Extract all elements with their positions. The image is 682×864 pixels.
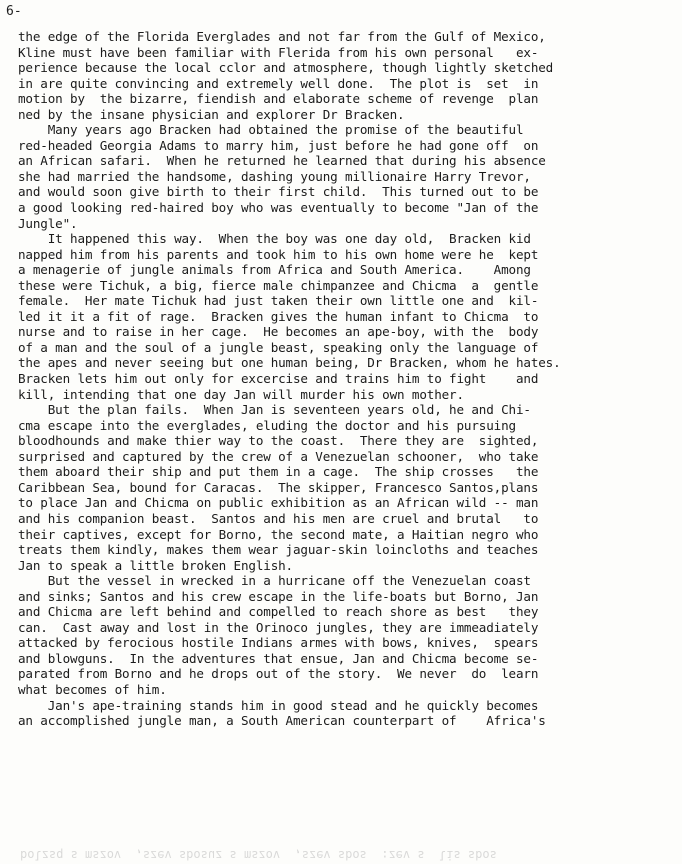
text-line: Many years ago Bracken had obtained the promise of the beautiful <box>18 122 524 138</box>
text-line: bloodhounds and make thier way to the coast. There they are sighted, <box>18 433 539 449</box>
text-line: and Chicma are left behind and compelled to reach shore as best they <box>18 604 539 620</box>
text-line: kill, intending that one day Jan will murder his own mother. <box>18 386 464 402</box>
text-line: of a man and the soul of a jungle beast, speaking only the language of <box>18 339 539 355</box>
text-line: Bracken lets him out only for excercise and trains him to fight and <box>18 371 539 387</box>
reverse-side-bleed-through: bolzsq s mszov ,szev sbosuz s mszov ,szev sbos :zev s lis sbos <box>20 848 497 862</box>
text-line: treats them kindly, makes them wear jaguar-skin loincloths and teaches <box>18 542 539 558</box>
text-line: them aboard their ship and put them in a cage. The ship crosses the <box>18 464 539 480</box>
text-line: ned by the insane physician and explorer Dr Bracken. <box>18 106 405 122</box>
text-line: and blowguns. In the adventures that ensue, Jan and Chicma become se- <box>18 650 539 666</box>
page-number: 6- <box>6 4 22 19</box>
text-line: nurse and to raise in her cage. He becomes an ape-boy, with the body <box>18 324 539 340</box>
text-line: But the vessel in wrecked in a hurricane off the Venezuelan coast <box>18 573 531 589</box>
text-line: a menagerie of jungle animals from Africa and South America. Among <box>18 262 531 278</box>
text-line: can. Cast away and lost in the Orinoco jungles, they are immeadiately <box>18 619 539 635</box>
text-line: led it it a fit of rage. Bracken gives the human infant to Chicma to <box>18 308 539 324</box>
text-line: motion by the bizarre, fiendish and elaborate scheme of revenge plan <box>18 91 539 107</box>
text-line: Caribbean Sea, bound for Caracas. The skipper, Francesco Santos,plans <box>18 479 539 495</box>
text-line: female. Her mate Tichuk had just taken their own little one and kil- <box>18 293 539 309</box>
typewritten-text-block <box>18 29 670 729</box>
text-line: But the plan fails. When Jan is seventeen years old, he and Chi- <box>18 402 531 418</box>
text-line: the apes and never seeing but one human being, Dr Bracken, whom he hates. <box>18 355 561 371</box>
text-line: red-headed Georgia Adams to marry him, just before he had gone off on <box>18 137 539 153</box>
text-line: these were Tichuk, a big, fierce male chimpanzee and Chicma a gentle <box>18 277 539 293</box>
text-line: Jan's ape-training stands him in good stead and he quickly becomes <box>18 697 539 713</box>
text-line: surprised and captured by the crew of a Venezuelan schooner, who take <box>18 448 539 464</box>
text-line: attacked by ferocious hostile Indians armes with bows, knives, spears <box>18 635 539 651</box>
text-line: and sinks; Santos and his crew escape in the life-boats but Borno, Jan <box>18 588 539 604</box>
text-line: the edge of the Florida Everglades and not far from the Gulf of Mexico, <box>18 29 546 44</box>
text-line: cma escape into the everglades, eluding the doctor and his pursuing <box>18 417 516 433</box>
text-line: parated from Borno and he drops out of the story. We never do learn <box>18 666 539 682</box>
text-line: and would soon give birth to their first child. This turned out to be <box>18 184 539 200</box>
text-line: and his companion beast. Santos and his men are cruel and brutal to <box>18 510 539 526</box>
text-line: Jungle". <box>18 215 78 231</box>
text-line: perience because the local cclor and atmosphere, though lightly sketched <box>18 60 554 76</box>
text-line: to place Jan and Chicma on public exhibition as an African wild -- man <box>18 495 539 511</box>
text-line: a good looking red-haired boy who was eventually to become "Jan of the <box>18 200 539 216</box>
text-line: napped him from his parents and took him to his own home were he kept <box>18 246 539 262</box>
text-line: she had married the handsome, dashing young millionaire Harry Trevor, <box>18 168 531 184</box>
text-line: It happened this way. When the boy was one day old, Bracken kid <box>18 231 531 247</box>
text-line: what becomes of him. <box>18 681 167 697</box>
text-line: in are quite convincing and extremely well done. The plot is set in <box>18 75 539 91</box>
text-line: Kline must have been familiar with Flerida from his own personal ex- <box>18 44 539 60</box>
text-line: Jan to speak a little broken English. <box>18 557 293 573</box>
text-line: an African safari. When he returned he learned that during his absence <box>18 153 546 169</box>
text-line: their captives, except for Borno, the second mate, a Haitian negro who <box>18 526 539 542</box>
text-line: an accomplished jungle man, a South American counterpart of Africa's <box>18 713 546 729</box>
